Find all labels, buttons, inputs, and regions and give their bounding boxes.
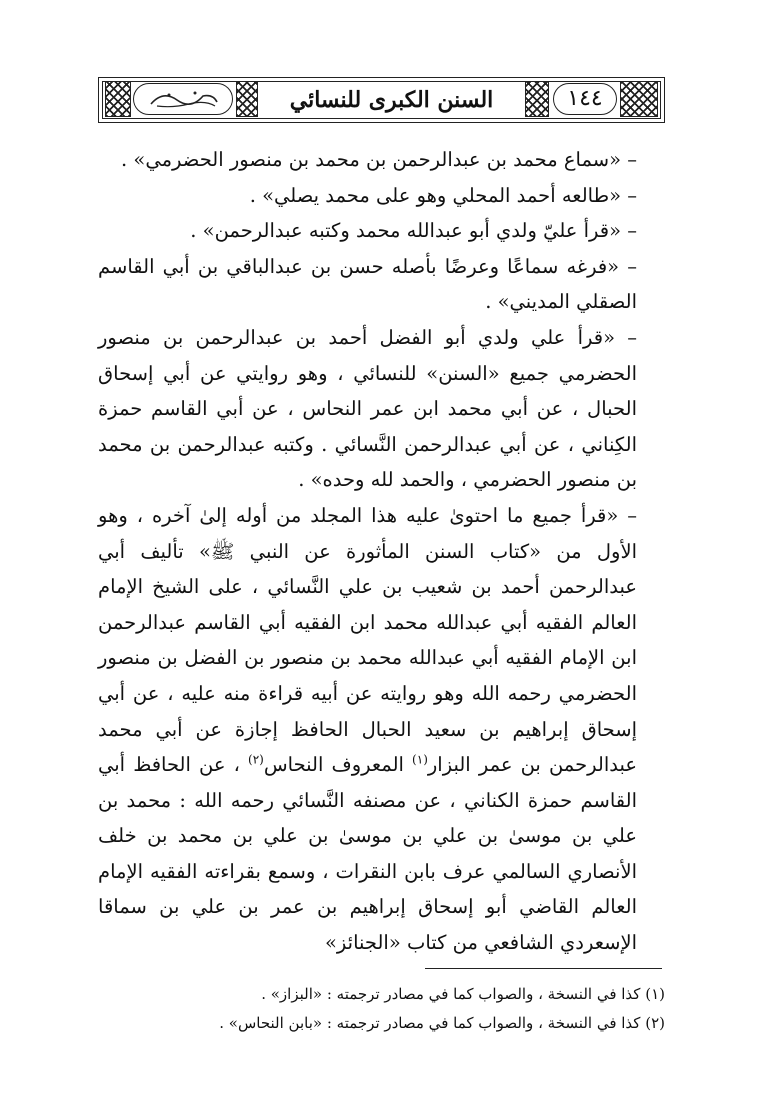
paragraph-text: – «قرأ جميع ما احتوىٰ عليه هذا المجلد من أوله إلىٰ آخره ، وهو الأول من «كتاب السنن المأثورة عن النبي ﷺ» تأليف أبي عبدالرحمن أحمد بن شعيب بن علي النَّسائي ، على الشيخ الإمام العالم الفقيه أبي عبدالله محمد ابن الفقيه أبي القاسم عبدالرحمن ابن الإمام الفقيه أبي عبدالله محمد بن منصور بن الفضل بن منصور الحضرمي رحمه الله وهو روايته عن أبيه قراءة منه عليه ، عن أبي إسحاق إبراهيم بن سعيد الحبال الحافظ إجازة عن أبي محمد عبدالرحمن بن عمر البزار [98, 503, 638, 777]
paragraph: – «قرأ علي ولدي أبو الفضل أحمد بن عبدالرحمن بن منصور الحضرمي جميع «السنن» للنسائي ، وهو روايتي عن أبي إسحاق الحبال ، عن أبي محمد ابن عمر النحاس ، عن أبي القاسم حمزة الكِناني ، عن أبي عبدالرحمن النَّسائي . وكتبه عبدالرحمن بن محمد بن منصور الحضرمي ، والحمد لله وحده» . [98, 325, 637, 492]
footnote-divider [425, 968, 662, 969]
logo-emblem [133, 83, 233, 115]
footnote-2: (٢) كذا في النسخة ، والصواب كما في مصادر ترجمته : «بابن النحاس» . [219, 1014, 665, 1032]
paragraph: – «قرأ عليّ ولدي أبو عبدالله محمد وكتبه عبدالرحمن» . [190, 219, 637, 243]
book-title: السنن الكبرى للنسائي [289, 87, 494, 113]
running-header [98, 77, 665, 123]
ornament-pattern-right-inner [525, 81, 549, 117]
paragraph-final [98, 498, 665, 961]
footnote-ref-1: (١) [412, 752, 428, 767]
paragraph: – «سماع محمد بن عبدالرحمن بن محمد بن منصور الحضرمي» . [121, 148, 637, 171]
paragraph: – «فرغه سماعًا وعرضًا بأصله حسن بن عبدالباقي بن أبي القاسم الصقلي المديني» . [98, 254, 637, 314]
paragraph: – «طالعه أحمد المحلي وهو على محمد يصلي» . [249, 183, 637, 207]
paragraph-text: ، عن الحافظ أبي القاسم حمزة الكناني ، عن مصنفه النَّسائي رحمه الله : محمد بن علي بن موسىٰ بن علي بن موسىٰ بن علي بن محمد بن خلف الأنصاري السالمي عرف بابن النقرات ، وسمع بقراءته الفقيه الإمام العالم القاضي أبو إسحاق إبراهيم بن عمر بن علي بن سماقا الإسعردي الشافعي من كتاب «الجنائز» [98, 753, 637, 955]
calligraphy-logo-icon [143, 86, 223, 112]
page-number: ١٤٤ [553, 83, 617, 115]
footnotes [98, 980, 665, 1038]
footnote-1: (١) كذا في النسخة ، والصواب كما في مصادر ترجمته : «البزاز» . [261, 985, 665, 1003]
main-text [98, 142, 665, 961]
footnote-ref-2: (٢) [248, 752, 264, 767]
ornament-pattern-left-inner [236, 81, 258, 117]
paragraph-text: المعروف النحاس [263, 753, 413, 777]
ornament-pattern-right [620, 81, 658, 117]
ornament-pattern-left [105, 81, 131, 117]
